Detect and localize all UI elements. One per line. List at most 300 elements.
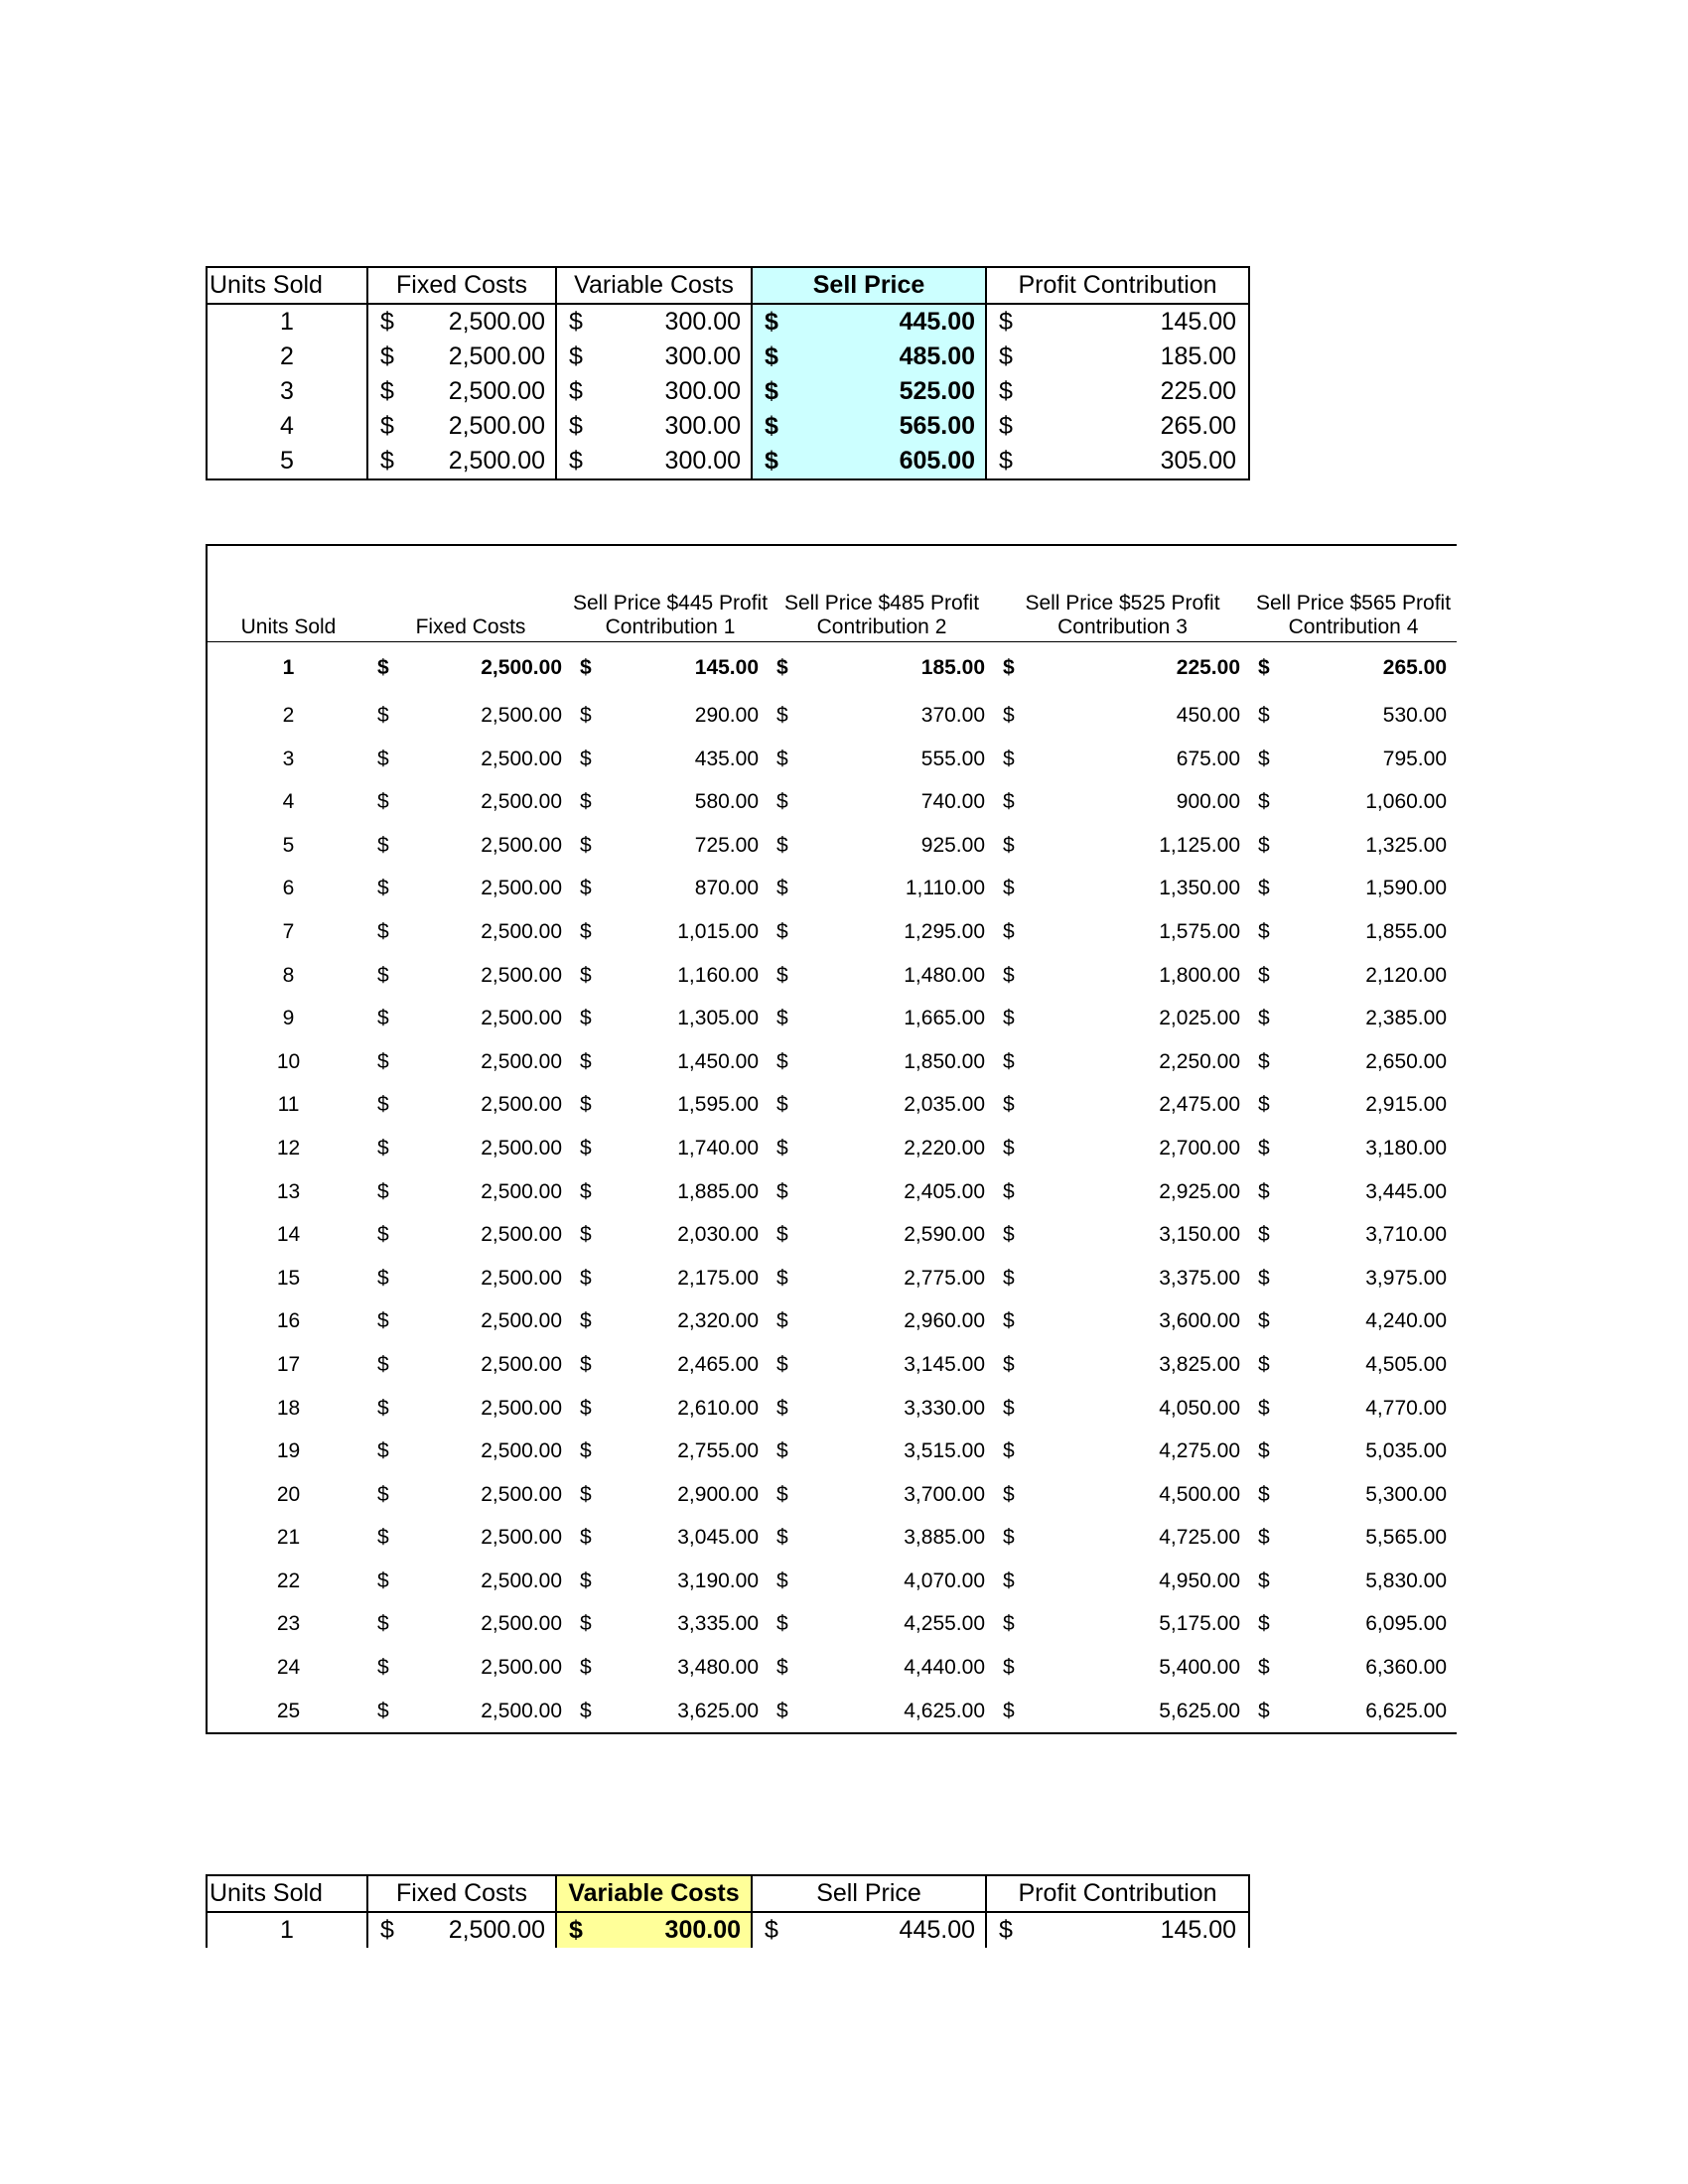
profit-contribution-2-cell: 185.00	[920, 656, 985, 679]
units-sold-cell: 14	[207, 1213, 369, 1257]
profit-contribution-1-cell: 2,900.00	[677, 1482, 759, 1506]
currency-symbol: $	[580, 1526, 592, 1550]
profit-contribution-1-cell: 725.00	[694, 833, 759, 857]
units-sold-cell: 12	[207, 1127, 369, 1170]
currency-symbol: $	[776, 877, 788, 900]
currency-symbol: $	[776, 1093, 788, 1117]
currency-symbol: $	[580, 1093, 592, 1117]
units-sold-cell: 2	[207, 694, 369, 738]
header-units-sold: Units Sold	[207, 1875, 367, 1912]
profit-contribution-2-cell: 2,220.00	[904, 1136, 985, 1160]
table-row	[207, 340, 1249, 374]
currency-symbol: $	[580, 1007, 592, 1030]
profit-contribution-2-cell: 1,110.00	[905, 877, 985, 900]
fixed-costs-cell: 2,500.00	[481, 833, 562, 857]
currency-symbol: $	[776, 790, 788, 814]
header-sell-price: Sell Price	[752, 267, 986, 304]
fixed-costs-cell: 2,500.00	[481, 1612, 562, 1636]
profit-contribution-4-cell: 2,385.00	[1365, 1007, 1447, 1030]
profit-contribution-1-cell: 2,320.00	[677, 1309, 759, 1333]
currency-symbol: $	[1258, 1569, 1270, 1592]
currency-symbol: $	[776, 1352, 788, 1376]
currency-symbol: $	[580, 1482, 592, 1506]
currency-symbol: $	[572, 1690, 602, 1734]
profit-contribution-cell: 225.00	[1020, 374, 1249, 409]
table-row	[207, 374, 1249, 409]
table-row	[207, 997, 1457, 1040]
profit-contribution-4-cell: 6,095.00	[1365, 1612, 1447, 1636]
units-sold-cell: 17	[207, 1343, 369, 1387]
header-profit-contribution-4: Sell Price $565 Profit Contribution 4	[1250, 545, 1457, 642]
currency-symbol: $	[380, 1916, 394, 1944]
profit-contribution-cell: 305.00	[1020, 444, 1249, 479]
table-row	[207, 1473, 1457, 1517]
currency-symbol: $	[776, 1439, 788, 1463]
currency-symbol: $	[1003, 704, 1015, 727]
currency-symbol: $	[776, 1612, 788, 1636]
fixed-costs-cell: 2,500.00	[481, 1482, 562, 1506]
table-row	[207, 1127, 1457, 1170]
currency-symbol: $	[580, 1223, 592, 1247]
currency-symbol: $	[769, 1690, 798, 1734]
profit-contribution-1-cell: 1,740.00	[677, 1136, 759, 1160]
currency-symbol: $	[776, 747, 788, 770]
header-units-sold: Units Sold	[207, 267, 367, 304]
currency-symbol: $	[1258, 656, 1270, 679]
table-row	[207, 694, 1457, 738]
currency-symbol: $	[377, 1223, 389, 1247]
header-units-sold: Units Sold	[207, 545, 369, 642]
profit-contribution-2-cell: 1,850.00	[904, 1049, 985, 1073]
currency-symbol: $	[776, 1049, 788, 1073]
fixed-costs-cell: 2,500.00	[401, 374, 556, 409]
currency-symbol: $	[580, 833, 592, 857]
currency-symbol: $	[377, 1569, 389, 1592]
header-profit-contribution-1: Sell Price $445 Profit Contribution 1	[572, 545, 769, 642]
currency-symbol: $	[1258, 1612, 1270, 1636]
profit-contribution-4-cell: 1,325.00	[1365, 833, 1447, 857]
fixed-costs-cell: 2,500.00	[481, 1352, 562, 1376]
units-sold-cell: 21	[207, 1516, 369, 1560]
currency-symbol: $	[569, 342, 583, 370]
units-sold-cell: 16	[207, 1299, 369, 1343]
units-sold-cell: 9	[207, 997, 369, 1040]
profit-contribution-3-cell: 3,600.00	[1159, 1309, 1240, 1333]
currency-symbol: $	[377, 877, 389, 900]
profit-contribution-1-cell: 3,625.00	[602, 1690, 769, 1734]
currency-symbol: $	[1003, 1179, 1015, 1203]
currency-symbol: $	[999, 377, 1013, 405]
currency-symbol: $	[1003, 1309, 1015, 1333]
units-sold-cell: 1	[207, 1912, 367, 1948]
currency-symbol: $	[1258, 1309, 1270, 1333]
fixed-costs-cell: 2,500.00	[481, 1179, 562, 1203]
profit-contribution-1-cell: 2,175.00	[677, 1266, 759, 1290]
header-fixed-costs: Fixed Costs	[369, 545, 572, 642]
profit-contribution-2-cell: 3,145.00	[904, 1352, 985, 1376]
currency-symbol: $	[999, 412, 1013, 440]
currency-symbol: $	[580, 1569, 592, 1592]
currency-symbol: $	[776, 1007, 788, 1030]
currency-symbol: $	[377, 1093, 389, 1117]
header-profit-contribution: Profit Contribution	[986, 267, 1249, 304]
currency-symbol: $	[1003, 1656, 1015, 1680]
profit-contribution-2-cell: 3,515.00	[904, 1439, 985, 1463]
currency-symbol: $	[1258, 1656, 1270, 1680]
units-sold-cell: 8	[207, 954, 369, 998]
profit-contribution-3-cell: 2,025.00	[1159, 1007, 1240, 1030]
fixed-costs-cell: 2,500.00	[401, 444, 556, 479]
profit-contribution-3-cell: 2,925.00	[1159, 1179, 1240, 1203]
header-variable-costs: Variable Costs	[556, 1875, 752, 1912]
profit-contribution-1-cell: 1,595.00	[677, 1093, 759, 1117]
profit-contribution-1-cell: 580.00	[694, 790, 759, 814]
units-sold-cell: 22	[207, 1560, 369, 1603]
currency-symbol: $	[1258, 790, 1270, 814]
units-sold-cell: 24	[207, 1646, 369, 1690]
currency-symbol: $	[999, 308, 1013, 336]
profit-contribution-3-cell: 450.00	[1176, 704, 1240, 727]
currency-symbol: $	[556, 444, 590, 479]
currency-symbol: $	[580, 1439, 592, 1463]
profit-contribution-2-cell: 2,960.00	[904, 1309, 985, 1333]
profit-contribution-1-cell: 3,045.00	[677, 1526, 759, 1550]
units-sold-cell: 18	[207, 1387, 369, 1431]
profit-contribution-4-cell: 1,855.00	[1365, 919, 1447, 943]
table-row	[207, 867, 1457, 910]
currency-symbol: $	[569, 377, 583, 405]
units-sold-cell: 20	[207, 1473, 369, 1517]
profit-contribution-4-cell: 795.00	[1382, 747, 1447, 770]
currency-symbol: $	[1003, 1526, 1015, 1550]
currency-symbol: $	[776, 963, 788, 987]
currency-symbol: $	[1258, 1093, 1270, 1117]
currency-symbol: $	[776, 1526, 788, 1550]
currency-symbol: $	[752, 374, 785, 409]
profit-contribution-3-cell: 675.00	[1176, 747, 1240, 770]
table-row	[207, 824, 1457, 868]
units-sold-cell: 19	[207, 1430, 369, 1473]
currency-symbol: $	[1258, 1482, 1270, 1506]
profit-contribution-1-cell: 1,015.00	[677, 919, 759, 943]
currency-symbol: $	[1250, 1690, 1280, 1734]
currency-symbol: $	[580, 1352, 592, 1376]
units-sold-cell: 23	[207, 1602, 369, 1646]
currency-symbol: $	[1003, 919, 1015, 943]
fixed-costs-cell: 2,500.00	[481, 1439, 562, 1463]
currency-symbol: $	[776, 919, 788, 943]
table-row	[207, 1343, 1457, 1387]
currency-symbol: $	[1003, 1482, 1015, 1506]
profit-contribution-3-cell: 1,350.00	[1159, 877, 1240, 900]
table-row	[207, 1690, 1457, 1734]
currency-symbol: $	[1003, 877, 1015, 900]
currency-symbol: $	[1003, 1352, 1015, 1376]
header-fixed-costs: Fixed Costs	[367, 267, 556, 304]
fixed-costs-cell: 2,500.00	[481, 1007, 562, 1030]
profit-contribution-4-cell: 5,035.00	[1365, 1439, 1447, 1463]
currency-symbol: $	[580, 1049, 592, 1073]
profit-contribution-2-cell: 4,255.00	[904, 1612, 985, 1636]
profit-contribution-3-cell: 4,275.00	[1159, 1439, 1240, 1463]
currency-symbol: $	[1003, 1266, 1015, 1290]
currency-symbol: $	[986, 444, 1020, 479]
currency-symbol: $	[1258, 704, 1270, 727]
profit-contribution-cell: 145.00	[1020, 1912, 1249, 1948]
units-sold-cell: 4	[207, 409, 367, 444]
profit-contribution-3-cell: 3,825.00	[1159, 1352, 1240, 1376]
currency-symbol: $	[580, 790, 592, 814]
units-sold-cell: 7	[207, 910, 369, 954]
table-row	[207, 1912, 1249, 1948]
currency-symbol: $	[580, 1309, 592, 1333]
currency-symbol: $	[580, 656, 592, 679]
currency-symbol: $	[1258, 1396, 1270, 1420]
profit-contribution-3-cell: 2,250.00	[1159, 1049, 1240, 1073]
currency-symbol: $	[1003, 963, 1015, 987]
currency-symbol: $	[377, 1309, 389, 1333]
currency-symbol: $	[765, 1916, 778, 1944]
units-sold-cell: 15	[207, 1257, 369, 1300]
currency-symbol: $	[377, 747, 389, 770]
profit-contribution-4-cell: 3,975.00	[1365, 1266, 1447, 1290]
profit-contribution-3-cell: 2,700.00	[1159, 1136, 1240, 1160]
profit-contribution-2-cell: 3,700.00	[904, 1482, 985, 1506]
profit-contribution-2-cell: 1,480.00	[904, 963, 985, 987]
currency-symbol: $	[1003, 1612, 1015, 1636]
units-sold-cell: 2	[207, 340, 367, 374]
currency-symbol: $	[1258, 963, 1270, 987]
currency-symbol: $	[1258, 1266, 1270, 1290]
fixed-costs-cell: 2,500.00	[481, 1309, 562, 1333]
table-row	[207, 1516, 1457, 1560]
currency-symbol: $	[377, 1352, 389, 1376]
currency-symbol: $	[1258, 833, 1270, 857]
profit-contribution-cell: 185.00	[1020, 340, 1249, 374]
profit-contribution-4-cell: 4,240.00	[1365, 1309, 1447, 1333]
table-row	[207, 1170, 1457, 1214]
fixed-costs-cell: 2,500.00	[481, 656, 562, 679]
currency-symbol: $	[776, 1482, 788, 1506]
currency-symbol: $	[377, 1049, 389, 1073]
currency-symbol: $	[580, 963, 592, 987]
profit-contribution-1-cell: 2,755.00	[677, 1439, 759, 1463]
currency-symbol: $	[569, 412, 583, 440]
currency-symbol: $	[377, 1136, 389, 1160]
units-sold-cell: 4	[207, 780, 369, 824]
currency-symbol: $	[580, 1396, 592, 1420]
header-fixed-costs: Fixed Costs	[367, 1875, 556, 1912]
profit-contribution-3-cell: 3,150.00	[1159, 1223, 1240, 1247]
fixed-costs-cell: 2,500.00	[481, 747, 562, 770]
profit-contribution-4-cell: 6,360.00	[1365, 1656, 1447, 1680]
sell-price-cell: 485.00	[785, 340, 986, 374]
sell-price-cell: 445.00	[785, 304, 986, 340]
fixed-costs-cell: 2,500.00	[481, 1049, 562, 1073]
profit-contribution-3-cell: 3,375.00	[1159, 1266, 1240, 1290]
currency-symbol: $	[776, 1656, 788, 1680]
fixed-costs-cell: 2,500.00	[481, 1526, 562, 1550]
profit-contribution-2-cell: 370.00	[920, 704, 985, 727]
profit-contribution-2-cell: 740.00	[920, 790, 985, 814]
sell-price-cell: 445.00	[785, 1912, 986, 1948]
currency-symbol: $	[580, 1656, 592, 1680]
currency-symbol: $	[752, 409, 785, 444]
table-row	[207, 1299, 1457, 1343]
sell-price-cell: 565.00	[785, 409, 986, 444]
profit-contribution-2-cell: 4,440.00	[904, 1656, 985, 1680]
profit-contribution-2-cell: 3,885.00	[904, 1526, 985, 1550]
table-row	[207, 1213, 1457, 1257]
profit-contribution-1-cell: 145.00	[694, 656, 759, 679]
profit-contribution-3-cell: 4,950.00	[1159, 1569, 1240, 1592]
currency-symbol: $	[1003, 1439, 1015, 1463]
profit-contribution-4-cell: 1,590.00	[1365, 877, 1447, 900]
profit-contribution-table	[206, 544, 1457, 1734]
fixed-costs-cell: 2,500.00	[481, 963, 562, 987]
currency-symbol: $	[377, 1007, 389, 1030]
profit-contribution-1-cell: 1,160.00	[677, 963, 759, 987]
fixed-costs-cell: 2,500.00	[481, 1569, 562, 1592]
currency-symbol: $	[580, 919, 592, 943]
sell-price-cell: 525.00	[785, 374, 986, 409]
currency-symbol: $	[380, 342, 394, 370]
profit-contribution-1-cell: 2,610.00	[677, 1396, 759, 1420]
currency-symbol: $	[1003, 1136, 1015, 1160]
table-row	[207, 444, 1249, 479]
currency-symbol: $	[580, 747, 592, 770]
currency-symbol: $	[377, 833, 389, 857]
currency-symbol: $	[999, 1916, 1013, 1944]
currency-symbol: $	[377, 1439, 389, 1463]
units-sold-cell: 10	[207, 1040, 369, 1084]
variable-costs-cell: 300.00	[590, 409, 752, 444]
table-row	[207, 1560, 1457, 1603]
currency-symbol: $	[377, 1526, 389, 1550]
table-header-row	[207, 1875, 1249, 1912]
currency-symbol: $	[580, 877, 592, 900]
currency-symbol: $	[380, 377, 394, 405]
variable-costs-cell: 300.00	[590, 444, 752, 479]
profit-contribution-4-cell: 5,565.00	[1365, 1526, 1447, 1550]
currency-symbol: $	[377, 1179, 389, 1203]
profit-contribution-4-cell: 5,830.00	[1365, 1569, 1447, 1592]
fixed-costs-cell: 2,500.00	[481, 704, 562, 727]
currency-symbol: $	[776, 1569, 788, 1592]
profit-contribution-2-cell: 1,665.00	[904, 1007, 985, 1030]
currency-symbol: $	[1258, 1179, 1270, 1203]
profit-contribution-4-cell: 2,120.00	[1365, 963, 1447, 987]
fixed-costs-cell: 2,500.00	[401, 409, 556, 444]
currency-symbol: $	[752, 304, 785, 340]
currency-symbol: $	[377, 1656, 389, 1680]
profit-contribution-3-cell: 900.00	[1176, 790, 1240, 814]
table-row	[207, 1602, 1457, 1646]
units-sold-cell: 1	[207, 304, 367, 340]
currency-symbol: $	[1003, 747, 1015, 770]
table-row	[207, 738, 1457, 781]
units-sold-cell: 1	[207, 642, 369, 695]
fixed-costs-cell: 2,500.00	[481, 1223, 562, 1247]
profit-contribution-2-cell: 2,775.00	[904, 1266, 985, 1290]
profit-contribution-1-cell: 290.00	[694, 704, 759, 727]
units-sold-cell: 3	[207, 738, 369, 781]
header-profit-contribution-3: Sell Price $525 Profit Contribution 3	[995, 545, 1250, 642]
fixed-costs-cell: 2,500.00	[481, 1093, 562, 1117]
table-row	[207, 1257, 1457, 1300]
currency-symbol: $	[580, 1266, 592, 1290]
currency-symbol: $	[1258, 1223, 1270, 1247]
table-row	[207, 1083, 1457, 1127]
currency-symbol: $	[580, 1179, 592, 1203]
profit-contribution-2-cell: 555.00	[920, 747, 985, 770]
units-sold-cell: 11	[207, 1083, 369, 1127]
currency-symbol: $	[377, 919, 389, 943]
fixed-costs-cell: 2,500.00	[481, 1136, 562, 1160]
header-profit-contribution: Profit Contribution	[986, 1875, 1249, 1912]
table-row	[207, 954, 1457, 998]
profit-contribution-3-cell: 4,725.00	[1159, 1526, 1240, 1550]
table-row	[207, 642, 1457, 695]
units-sold-cell: 3	[207, 374, 367, 409]
table-row	[207, 409, 1249, 444]
currency-symbol: $	[776, 1179, 788, 1203]
fixed-costs-cell: 2,500.00	[401, 1912, 556, 1948]
profit-contribution-4-cell: 3,445.00	[1365, 1179, 1447, 1203]
profit-contribution-3-cell: 5,175.00	[1159, 1612, 1240, 1636]
currency-symbol: $	[752, 340, 785, 374]
profit-contribution-1-cell: 1,885.00	[677, 1179, 759, 1203]
currency-symbol: $	[1003, 1007, 1015, 1030]
header-variable-costs: Variable Costs	[556, 267, 752, 304]
currency-symbol: $	[377, 1482, 389, 1506]
variable-costs-table	[206, 1874, 1250, 1948]
profit-contribution-2-cell: 1,295.00	[904, 919, 985, 943]
currency-symbol: $	[1003, 833, 1015, 857]
currency-symbol: $	[369, 1690, 401, 1734]
profit-contribution-cell: 145.00	[1020, 304, 1249, 340]
profit-contribution-4-cell: 5,300.00	[1365, 1482, 1447, 1506]
profit-contribution-3-cell: 4,050.00	[1159, 1396, 1240, 1420]
sell-price-cell: 605.00	[785, 444, 986, 479]
currency-symbol: $	[1003, 1049, 1015, 1073]
header-sell-price: Sell Price	[752, 1875, 986, 1912]
profit-contribution-4-cell: 3,180.00	[1365, 1136, 1447, 1160]
currency-symbol: $	[1258, 1007, 1270, 1030]
currency-symbol: $	[1003, 790, 1015, 814]
currency-symbol: $	[776, 833, 788, 857]
currency-symbol: $	[377, 1266, 389, 1290]
fixed-costs-cell: 2,500.00	[401, 1690, 572, 1734]
sell-price-table	[206, 266, 1250, 480]
profit-contribution-4-cell: 6,625.00	[1280, 1690, 1457, 1734]
currency-symbol: $	[1003, 1396, 1015, 1420]
table-row	[207, 1430, 1457, 1473]
fixed-costs-cell: 2,500.00	[401, 340, 556, 374]
table-header-row	[207, 545, 1457, 642]
currency-symbol: $	[1258, 1352, 1270, 1376]
units-sold-cell: 13	[207, 1170, 369, 1214]
profit-contribution-3-cell: 1,125.00	[1159, 833, 1240, 857]
currency-symbol: $	[776, 704, 788, 727]
profit-contribution-2-cell: 4,625.00	[798, 1690, 995, 1734]
profit-contribution-2-cell: 2,035.00	[904, 1093, 985, 1117]
currency-symbol: $	[1258, 747, 1270, 770]
profit-contribution-1-cell: 2,465.00	[677, 1352, 759, 1376]
currency-symbol: $	[1003, 1223, 1015, 1247]
profit-contribution-3-cell: 4,500.00	[1159, 1482, 1240, 1506]
profit-contribution-1-cell: 1,450.00	[677, 1049, 759, 1073]
